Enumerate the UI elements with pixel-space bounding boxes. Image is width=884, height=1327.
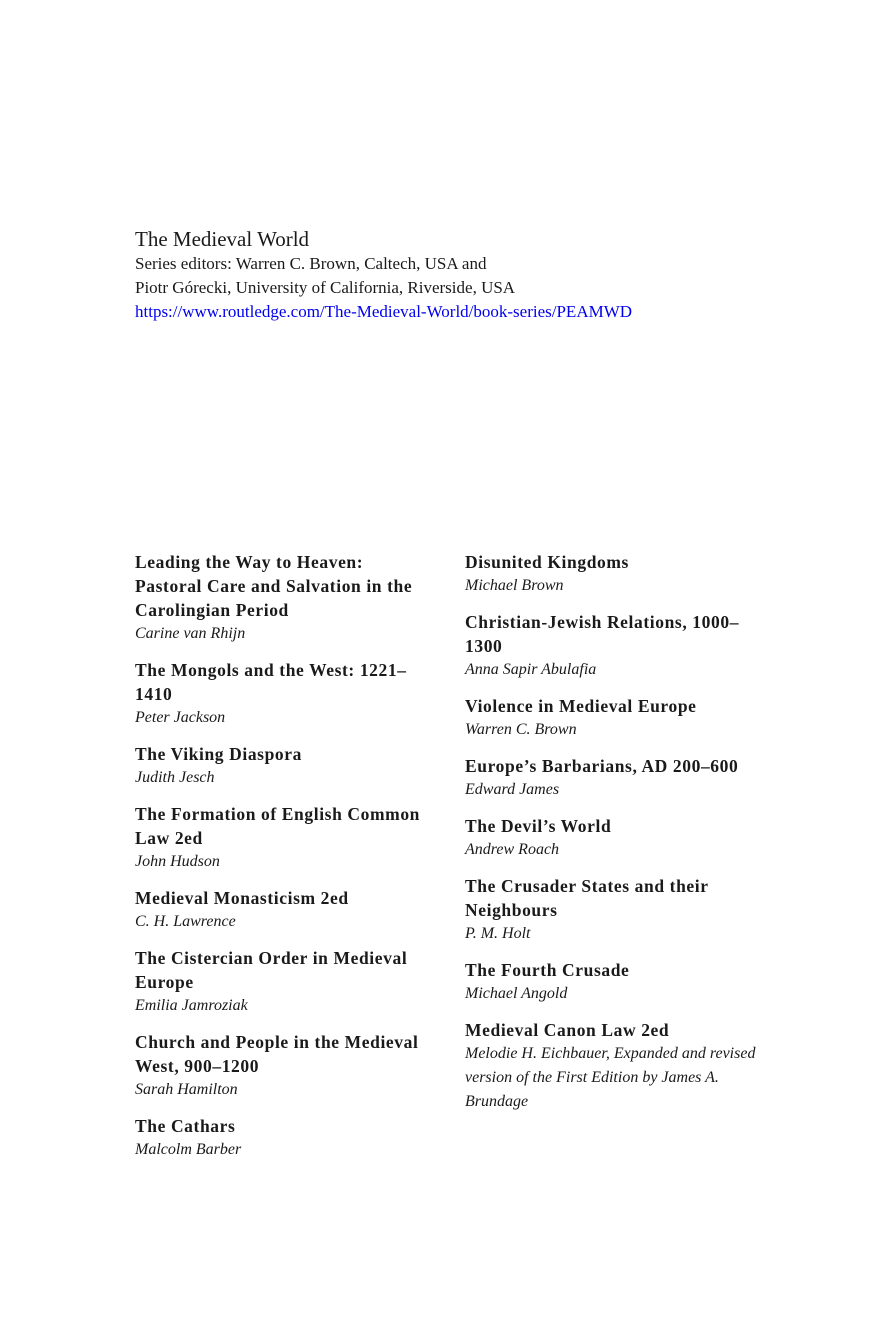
book-list-right — [465, 550, 765, 1126]
book-author: Peter Jackson — [135, 709, 226, 726]
book-title: Leading the Way to Heaven: Pastoral Care and Salvation in the Carolingian Period — [135, 552, 413, 620]
book-entry — [465, 754, 765, 802]
book-title: Church and People in the Medieval West, 900–1200 — [135, 1032, 419, 1076]
book-entry — [465, 1018, 765, 1114]
book-title: The Cathars — [135, 1116, 236, 1136]
book-author: Michael Brown — [465, 577, 564, 594]
book-title: The Cistercian Order in Medieval Europe — [135, 948, 408, 992]
book-author: C. H. Lawrence — [135, 913, 236, 930]
book-author: Anna Sapir Abulafia — [465, 661, 597, 678]
book-title: The Mongols and the West: 1221–1410 — [135, 660, 407, 704]
book-author: John Hudson — [135, 853, 220, 870]
book-entry — [465, 958, 765, 1006]
series-editors-line-1: Series editors: Warren C. Brown, Caltech, USA and — [135, 254, 487, 273]
book-author: P. M. Holt — [465, 925, 531, 942]
book-title: Europe’s Barbarians, AD 200–600 — [465, 756, 739, 776]
series-title: The Medieval World — [135, 227, 310, 251]
book-title: Christian-Jewish Relations, 1000–1300 — [465, 612, 740, 656]
series-url-link[interactable]: https://www.routledge.com/The-Medieval-World/book-series/PEAMWD — [135, 302, 633, 321]
book-entry — [135, 550, 435, 646]
book-title: The Devil’s World — [465, 816, 612, 836]
book-entry — [465, 550, 765, 598]
series-header — [135, 226, 835, 324]
book-author: Judith Jesch — [135, 769, 215, 786]
book-title: The Viking Diaspora — [135, 744, 302, 764]
book-author: Emilia Jamroziak — [135, 997, 248, 1014]
book-author: Michael Angold — [465, 985, 568, 1002]
book-entry — [465, 874, 765, 946]
book-entry — [135, 802, 435, 874]
book-author: Carine van Rhijn — [135, 625, 246, 642]
book-entry — [465, 694, 765, 742]
book-entry — [135, 946, 435, 1018]
book-author: Warren C. Brown — [465, 721, 577, 738]
book-entry — [465, 610, 765, 682]
book-author: Edward James — [465, 781, 560, 798]
book-author: Andrew Roach — [465, 841, 560, 858]
book-entry — [465, 814, 765, 862]
book-entry — [135, 742, 435, 790]
series-editors-line-2: Piotr Górecki, University of California, Riverside, USA — [135, 278, 516, 297]
book-entry — [135, 1114, 435, 1162]
book-title: The Fourth Crusade — [465, 960, 630, 980]
book-title: Medieval Canon Law 2ed — [465, 1020, 670, 1040]
book-author: Malcolm Barber — [135, 1141, 242, 1158]
book-title: Medieval Monasticism 2ed — [135, 888, 349, 908]
book-author: Melodie H. Eichbauer, Expanded and revised version of the First Edition by James A. Brundage — [465, 1045, 756, 1110]
book-list-left — [135, 550, 435, 1174]
book-entry — [135, 886, 435, 934]
book-title: The Crusader States and their Neighbours — [465, 876, 709, 920]
book-title: The Formation of English Common Law 2ed — [135, 804, 421, 848]
book-entry — [135, 658, 435, 730]
book-author: Sarah Hamilton — [135, 1081, 238, 1098]
book-title: Disunited Kingdoms — [465, 552, 629, 572]
book-entry — [135, 1030, 435, 1102]
book-title: Violence in Medieval Europe — [465, 696, 697, 716]
